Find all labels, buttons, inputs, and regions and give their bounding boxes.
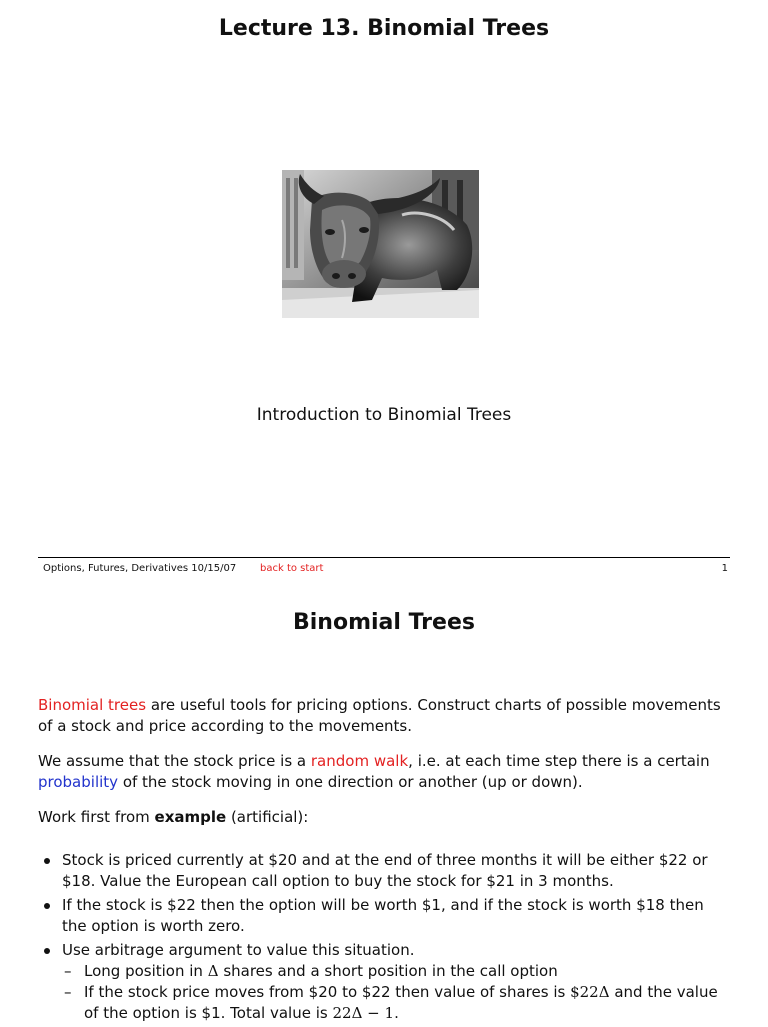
example-text-a: Work first from: [38, 808, 155, 826]
list-item: If the stock is $22 then the option will be worth $1, and if the stock is worth $18 then the option is worth zero.: [38, 895, 733, 937]
sub-item-text: .: [394, 1004, 399, 1022]
bull-image: [282, 170, 479, 318]
math-expression: 22Δ − 1: [332, 1004, 395, 1022]
sub-bullet-list: [62, 961, 733, 1024]
assumption-text-a: We assume that the stock price is a: [38, 752, 311, 770]
delta-symbol: Δ: [207, 962, 219, 980]
sub-list-item: [62, 982, 733, 1024]
random-walk-term[interactable]: random walk: [310, 752, 409, 770]
bullet-list: [38, 850, 733, 1024]
assumption-paragraph: [38, 751, 733, 793]
lecture-title: Lecture 13. Binomial Trees: [218, 16, 550, 41]
sub-item-text: shares and a short position in the call option: [218, 962, 558, 980]
list-item: [38, 940, 733, 1024]
slide-content: [38, 695, 733, 1027]
assumption-text-c: of the stock moving in one direction or another (up or down).: [118, 773, 583, 791]
sub-item-text: If the stock price moves from $20 to $22 then value of shares is: [84, 983, 571, 1001]
example-paragraph: [38, 807, 733, 828]
example-bold: example: [154, 808, 227, 826]
probability-term[interactable]: probability: [38, 773, 119, 791]
sub-list-item: [62, 961, 733, 982]
list-item: Stock is priced currently at $20 and at the end of three months it will be either $22 or $18. Value the European call option to buy the stock for $21 in 3 months.: [38, 850, 733, 892]
footer-course-info: Options, Futures, Derivatives 10/15/07: [43, 563, 237, 574]
charging-bull-photo: [282, 170, 479, 318]
assumption-text-b: , i.e. at each time step there is a certain: [408, 752, 710, 770]
binomial-trees-term[interactable]: Binomial trees: [38, 696, 147, 714]
math-expression: $22Δ: [570, 983, 610, 1001]
sub-item-text: Long position in: [84, 962, 208, 980]
page-number: 1: [721, 563, 728, 574]
sub-item-text: and the value of the option is $1. Total value is: [84, 983, 718, 1022]
footer-divider: [38, 557, 730, 558]
lecture-subtitle: Introduction to Binomial Trees: [256, 405, 512, 425]
intro-paragraph: [38, 695, 733, 737]
example-text-b: (artificial):: [226, 808, 309, 826]
binomial-trees-slide: [0, 580, 768, 1024]
slide-title: Binomial Trees: [293, 610, 475, 635]
list-item-text: Use arbitrage argument to value this situation.: [62, 941, 415, 959]
back-to-start-link[interactable]: back to start: [260, 563, 324, 574]
intro-text: are useful tools for pricing options. Construct charts of possible movements of a stock and price according to the movements.: [38, 696, 721, 735]
